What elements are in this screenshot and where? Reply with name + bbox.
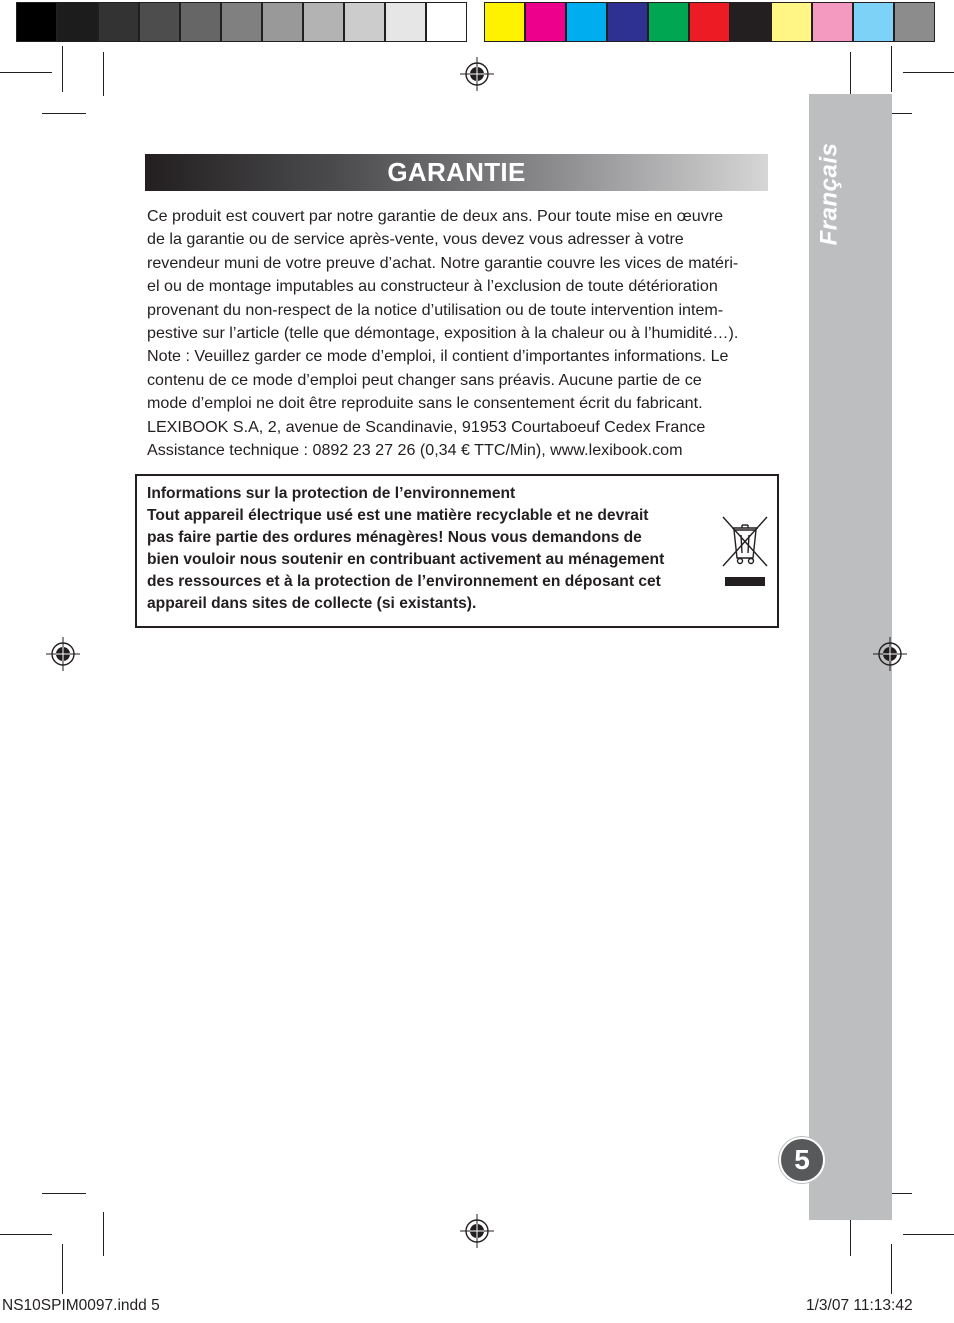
color-swatch	[690, 3, 729, 41]
grey-swatch	[304, 3, 343, 41]
environment-text-line: des ressources et à la protection de l’environnement en déposant cet	[147, 573, 661, 590]
warranty-text-line: Ce produit est couvert par notre garantie de deux ans. Pour toute mise en œuvre	[147, 207, 724, 225]
crop-mark	[42, 113, 86, 114]
grey-swatch	[140, 3, 179, 41]
color-swatch	[772, 3, 811, 41]
registration-mark-icon	[46, 637, 80, 671]
crop-mark	[0, 1234, 52, 1235]
grey-swatch	[222, 3, 261, 41]
registration-mark-icon	[873, 637, 907, 671]
environment-text-line: pas faire partie des ordures ménagères! Nous vous demandons de	[147, 529, 642, 546]
color-swatch	[854, 3, 893, 41]
grey-swatch	[427, 3, 466, 41]
color-swatch	[895, 3, 934, 41]
warranty-text-line: pestive sur l’article (telle que démontage, exposition à la chaleur ou à l’humidité…).	[147, 324, 739, 343]
environment-text-line: bien vouloir nous soutenir en contribuant activement au ménagement	[147, 551, 665, 568]
warranty-text-line: mode d’emploi ne doit être reproduite sans le consentement écrit du fabricant.	[147, 394, 703, 413]
slug-file-name: NS10SPIM0097.indd 5	[2, 1297, 160, 1314]
section-title-bar	[145, 154, 768, 191]
crop-mark	[103, 1212, 104, 1256]
crop-mark	[62, 46, 63, 92]
section-title: GARANTIE	[387, 157, 526, 187]
crop-mark	[891, 1244, 892, 1294]
warranty-text-line: Assistance technique : 0892 23 27 26 (0,34 € TTC/Min), www.lexibook.com	[147, 441, 683, 460]
registration-mark-icon	[460, 1214, 494, 1248]
crop-mark	[62, 1244, 63, 1294]
color-swatch	[608, 3, 647, 41]
color-swatch	[567, 3, 606, 41]
crop-mark	[903, 1234, 954, 1235]
color-swatch	[813, 3, 852, 41]
crossed-out-wheelie-bin-icon	[722, 516, 768, 588]
crop-mark	[103, 52, 104, 96]
color-swatch	[731, 3, 770, 41]
crop-mark	[0, 72, 52, 73]
environment-notice-box	[135, 474, 779, 628]
warranty-text-line: Note : Veuillez garder ce mode d’emploi, il contient d’importantes informations. Le	[147, 347, 729, 366]
language-label: Français	[815, 142, 842, 246]
environment-notice-text	[147, 483, 737, 615]
warranty-text-line: provenant du non-respect de la notice d’utilisation ou de toute intervention intem-	[147, 300, 724, 319]
warranty-text-line: el ou de montage imputables au constructeur à l’exclusion de toute détérioration	[147, 277, 718, 296]
warranty-text-line: contenu de ce mode d’emploi peut changer sans préavis. Aucune partie de ce	[147, 370, 702, 389]
warranty-text-line: LEXIBOOK S.A, 2, avenue de Scandinavie, 91953 Courtaboeuf Cedex France	[147, 417, 706, 436]
grey-swatch	[17, 3, 56, 41]
crop-mark	[891, 46, 892, 92]
grey-swatch	[58, 3, 97, 41]
grey-swatch	[181, 3, 220, 41]
language-label-container	[809, 94, 849, 294]
process-color-bar	[484, 2, 935, 42]
page-number-badge	[779, 1137, 825, 1183]
environment-text-line: Tout appareil électrique usé est une matière recyclable et ne devrait	[147, 507, 649, 524]
environment-text-line: Informations sur la protection de l’environnement	[147, 485, 516, 502]
warranty-paragraph	[147, 205, 787, 462]
slug-date-time: 1/3/07 11:13:42	[806, 1297, 913, 1314]
color-swatch	[485, 3, 524, 41]
crop-mark	[850, 52, 851, 96]
page-number: 5	[794, 1144, 810, 1175]
environment-text-line: appareil dans sites de collecte (si existants).	[147, 595, 477, 612]
grey-swatch	[386, 3, 425, 41]
registration-mark-icon	[460, 57, 494, 91]
warranty-text-line: de la garantie ou de service après-vente, vous devez vous adresser à votre	[147, 230, 684, 249]
crop-mark	[903, 72, 954, 73]
color-swatch	[526, 3, 565, 41]
crop-mark	[42, 1193, 86, 1194]
grey-swatch	[99, 3, 138, 41]
grey-swatch	[345, 3, 384, 41]
grey-swatch	[263, 3, 302, 41]
greyscale-color-bar	[16, 2, 467, 42]
color-swatch	[649, 3, 688, 41]
warranty-text-line: revendeur muni de votre preuve d’achat. Notre garantie couvre les vices de matéri-	[147, 253, 739, 272]
